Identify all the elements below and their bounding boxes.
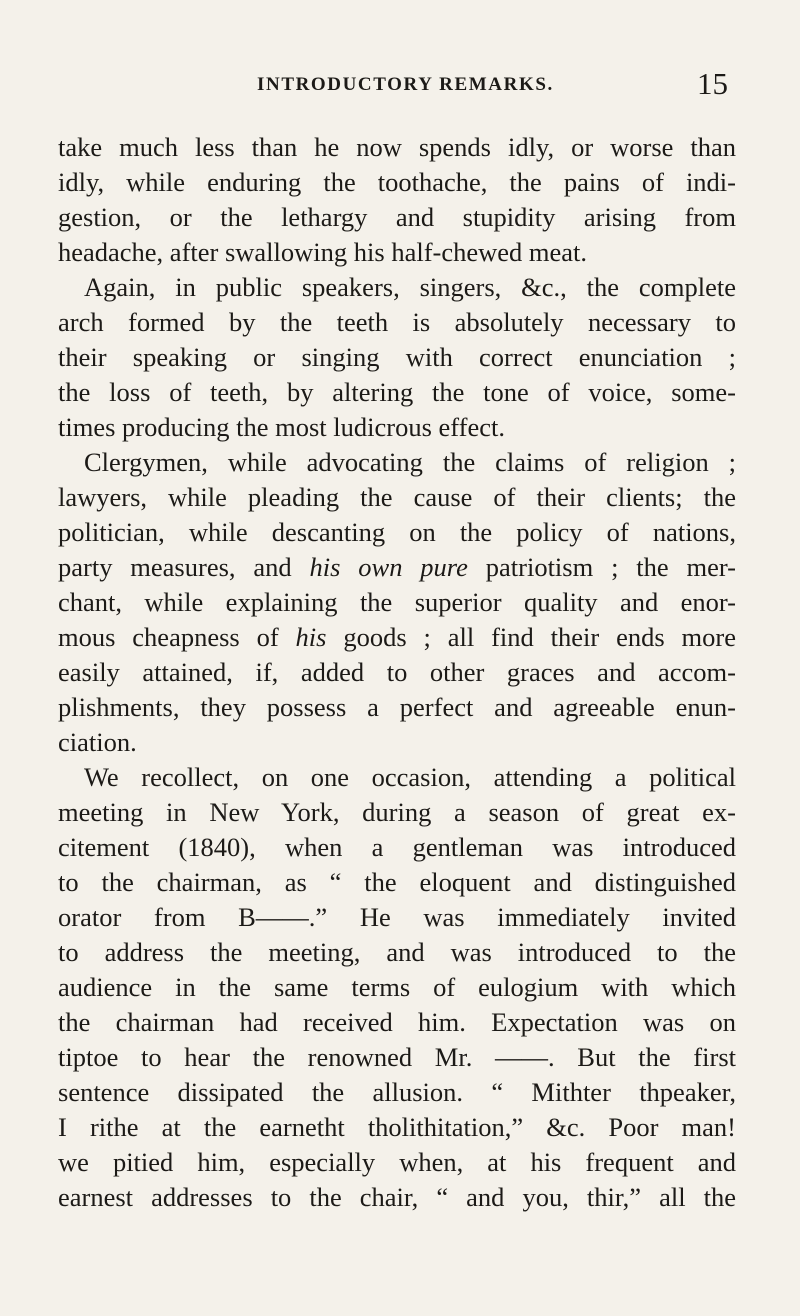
text-line: ciation.	[58, 727, 137, 757]
text-line: headache, after swallowing his half-chewed meat.	[58, 237, 588, 267]
line-segment: goods ; all find their ends more	[326, 622, 736, 652]
body-text	[58, 130, 736, 1215]
text-line: the chairman had received him. Expectation was on	[58, 1007, 736, 1037]
text-line: we pitied him, especially when, at his frequent and	[58, 1147, 736, 1177]
line-segment: mous cheapness of	[58, 622, 296, 652]
italic-phrase: his own pure	[309, 552, 468, 582]
text-line: Again, in public speakers, singers, &c., the complete	[84, 272, 736, 302]
running-head-title: INTRODUCTORY REMARKS.	[257, 74, 554, 95]
line-segment: party measures, and	[58, 552, 310, 582]
text-line: take much less than he now spends idly, or worse than	[58, 132, 736, 162]
text-line: to address the meeting, and was introduced to the	[58, 937, 736, 967]
text-line-with-italic	[58, 550, 736, 585]
text-line: audience in the same terms of eulogium with which	[58, 972, 736, 1002]
text-line: citement (1840), when a gentleman was introduced	[58, 832, 736, 862]
line-segment: patriotism ; the mer-	[467, 552, 737, 582]
text-line: idly, while enduring the toothache, the pains of indi-	[58, 167, 736, 197]
page-number: 15	[697, 66, 728, 101]
text-line: the loss of teeth, by altering the tone of voice, some-	[58, 377, 736, 407]
text-line: easily attained, if, added to other graces and accom-	[58, 657, 736, 687]
text-line: Clergymen, while advocating the claims of religion ;	[84, 447, 736, 477]
text-line: earnest addresses to the chair, “ and you, thir,” all the	[58, 1182, 736, 1212]
text-line: tiptoe to hear the renowned Mr. ——. But the first	[58, 1042, 736, 1072]
text-line: politician, while descanting on the policy of nations,	[58, 517, 736, 547]
text-line: plishments, they possess a perfect and agreeable enun-	[58, 692, 736, 722]
text-line: their speaking or singing with correct enunciation ;	[58, 342, 736, 372]
text-line: chant, while explaining the superior quality and enor-	[58, 587, 736, 617]
text-line: to the chairman, as “ the eloquent and distinguished	[58, 867, 736, 897]
text-line: times producing the most ludicrous effect.	[58, 412, 505, 442]
text-line: arch formed by the teeth is absolutely necessary to	[58, 307, 736, 337]
text-line-with-italic	[58, 620, 736, 655]
text-line: orator from B——.” He was immediately invited	[58, 902, 736, 932]
running-head	[0, 66, 800, 106]
text-line: meeting in New York, during a season of great ex-	[58, 797, 736, 827]
italic-phrase: his	[295, 622, 327, 652]
text-line: gestion, or the lethargy and stupidity arising from	[58, 202, 736, 232]
text-line: I rithe at the earnetht tholithitation,” &c. Poor man!	[58, 1112, 736, 1142]
text-line: lawyers, while pleading the cause of their clients; the	[58, 482, 736, 512]
text-line: sentence dissipated the allusion. “ Mithter thpeaker,	[58, 1077, 736, 1107]
text-line: We recollect, on one occasion, attending a political	[84, 762, 736, 792]
